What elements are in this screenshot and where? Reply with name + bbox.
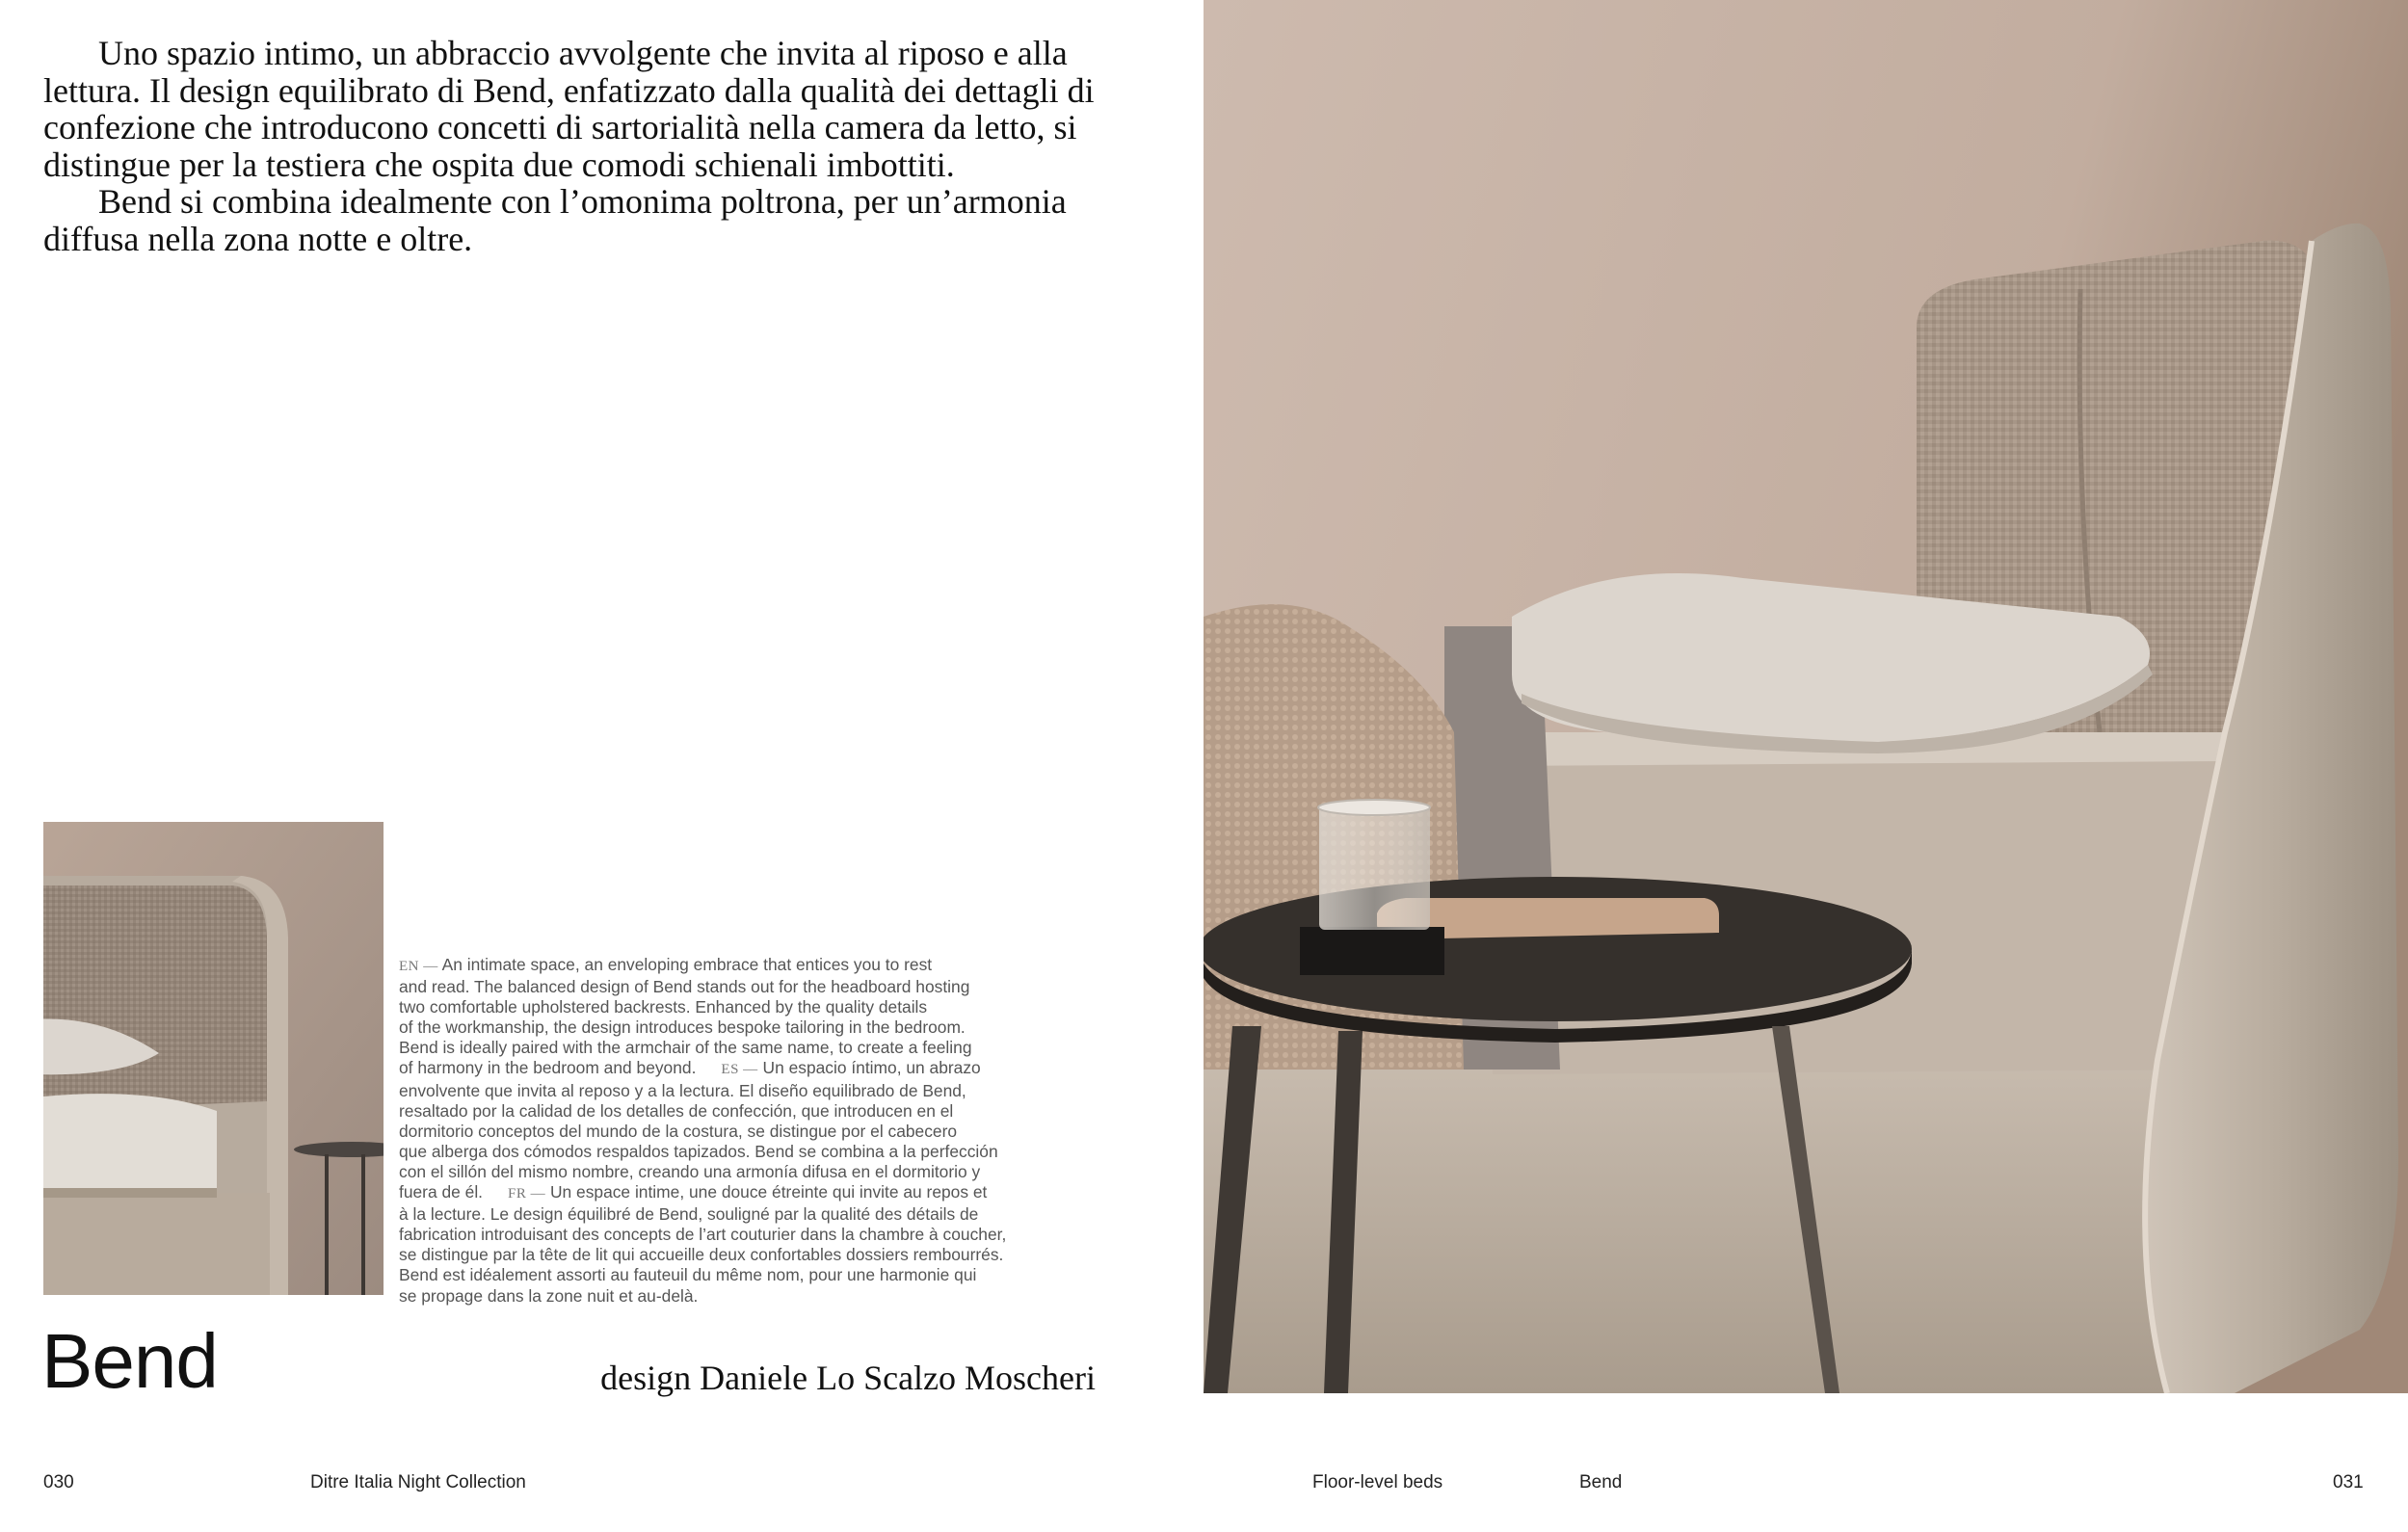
translations-block <box>399 955 1093 1307</box>
footer-category: Floor-level beds <box>1312 1472 1443 1492</box>
translation-line-text: Un espacio íntimo, un abrazo <box>762 1058 981 1078</box>
translation-line: Bend is ideally paired with the armchair of the same name, to create a feeling <box>399 1038 972 1058</box>
translation-line <box>399 1182 1093 1204</box>
translation-line: resaltado por la calidad de los detalles de confección, que introducen en el <box>399 1100 954 1121</box>
intro-text <box>43 35 1132 257</box>
lang-label-es: ES — <box>721 1062 758 1078</box>
translation-line-text: of harmony in the bedroom and beyond. <box>399 1058 697 1078</box>
translation-line: con el sillón del mismo nombre, creando una armonía difusa en el dormitorio y <box>399 1161 981 1181</box>
product-title: Bend <box>41 1318 218 1404</box>
translation-line: two comfortable upholstered backrests. Enhanced by the quality details <box>399 997 928 1017</box>
translation-line: à la lecture. Le design équilibré de Bend, souligné par la qualité des détails de <box>399 1204 979 1225</box>
footer-product: Bend <box>1579 1472 1623 1492</box>
translation-line: of the workmanship, the design introduces bespoke tailoring in the bedroom. <box>399 1017 966 1038</box>
translation-line <box>399 955 1093 977</box>
translation-line: dormitorio conceptos del mundo de la costura, se distingue por el cabecero <box>399 1121 958 1141</box>
page-number-left: 030 <box>43 1472 74 1492</box>
footer-collection: Ditre Italia Night Collection <box>310 1472 526 1492</box>
translation-line: que alberga dos cómodos respaldos tapizados. Bend se combina a la perfección <box>399 1141 998 1161</box>
hero-photo <box>1204 0 2408 1393</box>
intro-paragraph-1: Uno spazio intimo, un abbraccio avvolgente che invita al riposo e alla lettura. Il design equilibrato di Bend, enfatizzato dalla qualità dei dettagli di confezione che introducono concetti di sartorialità nella camera da letto, si distingue per la testiera che ospita due comodi schienali imbottiti. <box>43 34 1095 184</box>
translation-line-text: Un espace intime, une douce étreinte qui invite au repos et <box>549 1182 988 1202</box>
translation-line <box>399 1058 1093 1080</box>
page-number-right: 031 <box>2333 1472 2364 1492</box>
translation-line-text: An intimate space, an enveloping embrace that entices you to rest <box>441 955 933 974</box>
translation-line: and read. The balanced design of Bend stands out for the headboard hosting <box>399 977 970 997</box>
lang-label-fr: FR — <box>508 1186 546 1202</box>
lang-label-en: EN — <box>399 959 438 974</box>
translation-line: envolvente que invita al reposo y a la lectura. El diseño equilibrado de Bend, <box>399 1080 966 1100</box>
translation-line-text: fuera de él. <box>399 1182 484 1202</box>
detail-photo <box>43 822 384 1295</box>
designer-credit: design Daniele Lo Scalzo Moscheri <box>600 1359 1096 1397</box>
translation-line: se distingue par la tête de lit qui accueille deux confortables dossiers rembourrés. <box>399 1245 1004 1265</box>
intro-paragraph-2: Bend si combina idealmente con l’omonima poltrona, per un’armonia diffusa nella zona notte e oltre. <box>43 182 1067 258</box>
translation-line: Bend est idéalement assorti au fauteuil du même nom, pour une harmonie qui <box>399 1265 977 1285</box>
translation-line: fabrication introduisant des concepts de l’art couturier dans la chambre à coucher, <box>399 1225 1007 1245</box>
translation-line: se propage dans la zone nuit et au-delà. <box>399 1285 699 1306</box>
